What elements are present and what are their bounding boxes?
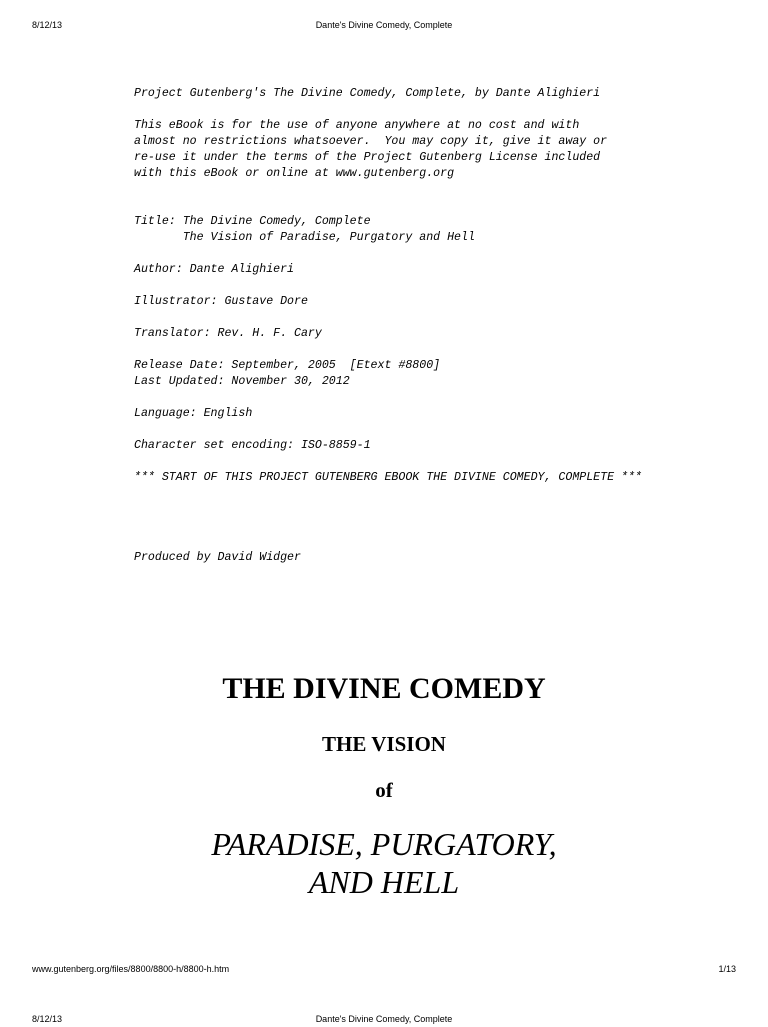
pre-text-line: [134, 518, 642, 534]
pre-text-line: Last Updated: November 30, 2012: [134, 375, 350, 388]
book-title: THE DIVINE COMEDY: [222, 672, 546, 705]
pre-text-line: [134, 534, 642, 550]
gutenberg-header-text: [134, 86, 642, 566]
print-header: [0, 17, 768, 33]
next-page-date: 8/12/13: [32, 1014, 63, 1024]
print-url: www.gutenberg.org/files/8800/8800-h/8800-h.htm: [32, 964, 230, 974]
next-page-header: [0, 1011, 768, 1027]
pre-text-line: [134, 390, 642, 406]
pre-text-line: Author: Dante Alighieri: [134, 263, 295, 276]
subtitle-vision: THE VISION: [322, 732, 446, 756]
pre-text-line: Character set encoding: ISO-8859-1: [134, 439, 371, 452]
pre-text-line: [134, 502, 642, 518]
pre-text-line: [134, 102, 642, 118]
pre-text-line: almost no restrictions whatsoever. You may copy it, give it away or: [134, 135, 608, 148]
subtitle-places-line-2: AND HELL: [308, 864, 460, 900]
print-date: 8/12/13: [32, 20, 63, 30]
pre-text-line: [134, 182, 642, 198]
pre-text-line: re-use it under the terms of the Project Gutenberg License included: [134, 151, 601, 164]
subtitle-places: [0, 825, 768, 901]
pre-text-line: [134, 198, 642, 214]
subtitle-of: of: [375, 778, 393, 802]
pre-text-line: This eBook is for the use of anyone anywhere at no cost and with: [134, 119, 580, 132]
pre-text-line: Language: English: [134, 407, 253, 420]
pre-text-line: [134, 246, 642, 262]
pre-text-line: with this eBook or online at www.gutenberg.org: [134, 167, 455, 180]
pre-text-line: [134, 310, 642, 326]
pre-text-line: Release Date: September, 2005 [Etext #8800]: [134, 359, 441, 372]
next-page-title: Dante's Divine Comedy, Complete: [315, 1014, 453, 1024]
subtitle-places-line-1: PARADISE, PURGATORY,: [211, 826, 557, 862]
pre-text-line: [134, 486, 642, 502]
print-footer: [0, 961, 768, 977]
pre-text-line: Title: The Divine Comedy, Complete: [134, 215, 371, 228]
pre-text-line: [134, 454, 642, 470]
print-page-number: 1/13: [718, 964, 736, 974]
pre-text-line: [134, 422, 642, 438]
pre-text-line: Illustrator: Gustave Dore: [134, 295, 308, 308]
pre-text-line: The Vision of Paradise, Purgatory and Hell: [134, 231, 475, 244]
pre-text-line: Project Gutenberg's The Divine Comedy, Complete, by Dante Alighieri: [134, 87, 601, 100]
pre-text-line: Produced by David Widger: [134, 551, 301, 564]
pre-text-line: Translator: Rev. H. F. Cary: [134, 327, 322, 340]
pre-text-line: [134, 342, 642, 358]
print-page-title: Dante's Divine Comedy, Complete: [315, 20, 453, 30]
pre-text-line: *** START OF THIS PROJECT GUTENBERG EBOOK THE DIVINE COMEDY, COMPLETE ***: [134, 471, 642, 484]
pre-text-line: [134, 278, 642, 294]
